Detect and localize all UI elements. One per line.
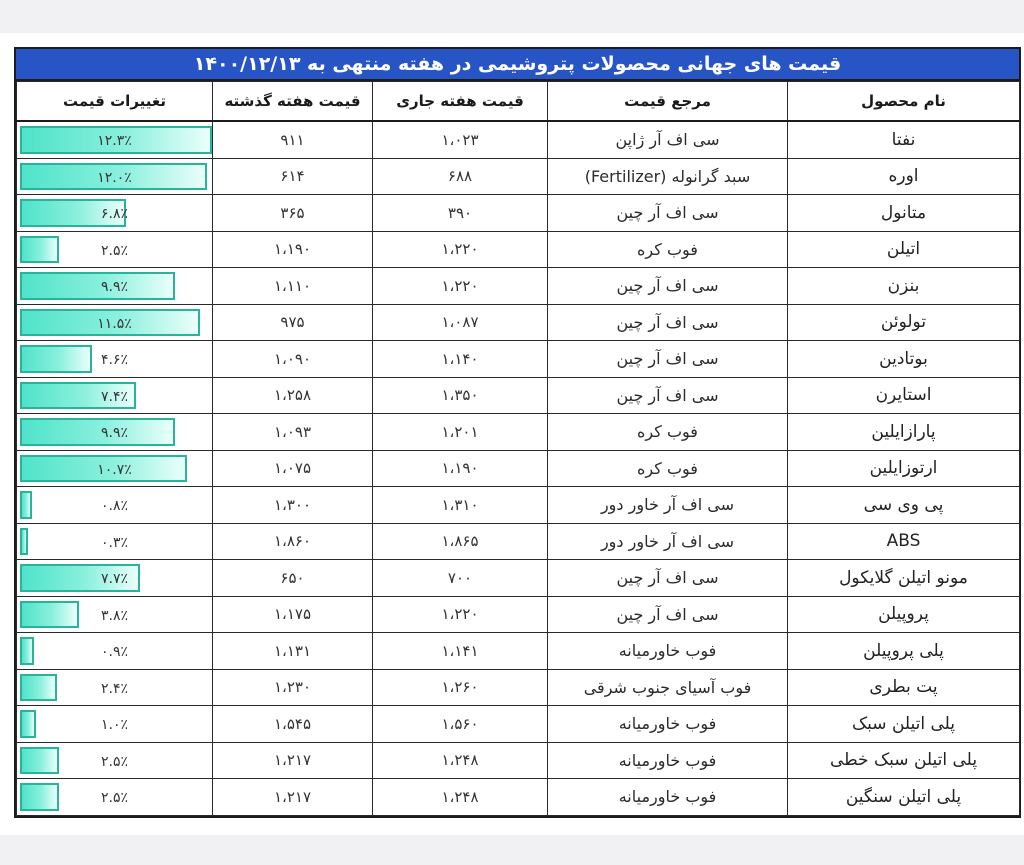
change-percent-label: ۹.۹٪ — [100, 425, 128, 442]
change-percent-label: ۷.۷٪ — [100, 571, 128, 588]
current-price-cell: ۱،۰۲۳ — [373, 121, 548, 158]
current-price-cell: ۱،۲۴۸ — [373, 779, 548, 816]
product-name-cell: پی وی سی — [788, 487, 1020, 524]
table-row — [17, 450, 1020, 487]
price-change-cell — [17, 304, 213, 341]
price-reference-cell: سی اف آر خاور دور — [548, 487, 788, 524]
change-percent-label: ۰.۸٪ — [100, 498, 128, 515]
price-change-cell — [17, 633, 213, 670]
table-row — [17, 304, 1020, 341]
change-data-bar — [20, 601, 79, 629]
previous-price-cell: ۹۷۵ — [213, 304, 373, 341]
change-percent-label: ۰.۹٪ — [100, 644, 128, 661]
price-change-cell — [17, 158, 213, 195]
change-data-bar — [20, 747, 59, 775]
previous-price-cell: ۱،۱۳۱ — [213, 633, 373, 670]
price-reference-cell: سی اف آر ژاپن — [548, 121, 788, 158]
current-price-cell: ۱،۲۴۸ — [373, 742, 548, 779]
price-reference-cell: فوب خاورمیانه — [548, 742, 788, 779]
product-name-cell: پلی اتیلن سبک خطی — [788, 742, 1020, 779]
previous-price-cell: ۱،۸۶۰ — [213, 523, 373, 560]
price-change-cell — [17, 268, 213, 305]
previous-price-cell: ۱،۲۳۰ — [213, 669, 373, 706]
table-row — [17, 596, 1020, 633]
header-price-reference: مرجع قیمت — [548, 82, 788, 122]
current-price-cell: ۱،۲۲۰ — [373, 231, 548, 268]
change-data-bar — [20, 710, 36, 738]
change-percent-label: ۹.۹٪ — [100, 279, 128, 296]
price-change-cell — [17, 669, 213, 706]
price-change-cell — [17, 523, 213, 560]
price-change-cell — [17, 560, 213, 597]
product-name-cell: بوتادین — [788, 341, 1020, 378]
price-table — [16, 81, 1020, 816]
product-name-cell: تولوئن — [788, 304, 1020, 341]
product-name-cell: پت بطری — [788, 669, 1020, 706]
table-row — [17, 633, 1020, 670]
product-name-cell: پلی پروپیلن — [788, 633, 1020, 670]
price-reference-cell: سی اف آر چین — [548, 341, 788, 378]
product-name-cell: متانول — [788, 195, 1020, 232]
table-row — [17, 341, 1020, 378]
price-reference-cell: فوب خاورمیانه — [548, 779, 788, 816]
current-price-cell: ۳۹۰ — [373, 195, 548, 232]
change-percent-label: ۱.۰٪ — [100, 717, 128, 734]
price-reference-cell: سی اف آر چین — [548, 195, 788, 232]
price-change-cell — [17, 450, 213, 487]
change-data-bar — [20, 674, 57, 702]
change-percent-label: ۲.۵٪ — [100, 242, 128, 259]
table-row — [17, 158, 1020, 195]
change-data-bar — [20, 783, 59, 811]
price-change-cell — [17, 706, 213, 743]
table-row — [17, 560, 1020, 597]
change-percent-label: ۲.۵٪ — [100, 790, 128, 807]
price-change-cell — [17, 596, 213, 633]
current-price-cell: ۱،۲۰۱ — [373, 414, 548, 451]
previous-price-cell: ۱،۱۱۰ — [213, 268, 373, 305]
previous-price-cell: ۶۱۴ — [213, 158, 373, 195]
table-row — [17, 268, 1020, 305]
change-percent-label: ۱۰.۷٪ — [97, 461, 132, 478]
current-price-cell: ۱،۱۹۰ — [373, 450, 548, 487]
change-data-bar — [20, 272, 175, 300]
current-price-cell: ۱،۸۶۵ — [373, 523, 548, 560]
change-percent-label: ۶.۸٪ — [100, 206, 128, 223]
table-title: قیمت های جهانی محصولات پتروشیمی در هفته منتهی به ۱۴۰۰/۱۲/۱۳ — [16, 49, 1019, 81]
previous-price-cell: ۱،۲۱۷ — [213, 742, 373, 779]
change-percent-label: ۷.۴٪ — [100, 388, 128, 405]
table-row — [17, 779, 1020, 816]
price-change-cell — [17, 487, 213, 524]
product-name-cell: پلی اتیلن سبک — [788, 706, 1020, 743]
price-reference-cell: فوب آسیای جنوب شرقی — [548, 669, 788, 706]
current-price-cell: ۱،۲۶۰ — [373, 669, 548, 706]
table-body — [17, 121, 1020, 815]
change-percent-label: ۴.۶٪ — [100, 352, 128, 369]
price-reference-cell: فوب خاورمیانه — [548, 633, 788, 670]
previous-price-cell: ۱،۵۴۵ — [213, 706, 373, 743]
change-percent-label: ۱۲.۳٪ — [97, 133, 132, 150]
change-data-bar — [20, 637, 34, 665]
header-price-change: تغییرات قیمت — [17, 82, 213, 122]
current-price-cell: ۶۸۸ — [373, 158, 548, 195]
price-reference-cell: فوب کره — [548, 414, 788, 451]
price-reference-cell: سی اف آر خاور دور — [548, 523, 788, 560]
price-reference-cell: فوب کره — [548, 231, 788, 268]
current-price-cell: ۱،۱۴۱ — [373, 633, 548, 670]
product-name-cell: اوره — [788, 158, 1020, 195]
change-percent-label: ۱۲.۰٪ — [97, 169, 132, 186]
price-change-cell — [17, 377, 213, 414]
current-price-cell: ۱،۱۴۰ — [373, 341, 548, 378]
current-price-cell: ۱،۲۲۰ — [373, 596, 548, 633]
previous-price-cell: ۶۵۰ — [213, 560, 373, 597]
product-name-cell: پروپیلن — [788, 596, 1020, 633]
price-change-cell — [17, 341, 213, 378]
header-product-name: نام محصول — [788, 82, 1020, 122]
table-row — [17, 523, 1020, 560]
product-name-cell: ABS — [788, 523, 1020, 560]
current-price-cell: ۱،۳۵۰ — [373, 377, 548, 414]
price-reference-cell: سی اف آر چین — [548, 304, 788, 341]
price-change-cell — [17, 121, 213, 158]
price-change-cell — [17, 414, 213, 451]
price-reference-cell: سی اف آر چین — [548, 560, 788, 597]
table-row — [17, 121, 1020, 158]
document-sheet — [0, 33, 1024, 835]
previous-price-cell: ۳۶۵ — [213, 195, 373, 232]
table-row — [17, 377, 1020, 414]
previous-price-cell: ۱،۰۹۰ — [213, 341, 373, 378]
table-row — [17, 487, 1020, 524]
change-percent-label: ۱۱.۵٪ — [97, 315, 132, 332]
previous-price-cell: ۱،۱۹۰ — [213, 231, 373, 268]
change-percent-label: ۲.۴٪ — [100, 680, 128, 697]
table-row — [17, 669, 1020, 706]
change-data-bar — [20, 528, 28, 556]
header-previous-week-price: قیمت هفته گذشته — [213, 82, 373, 122]
price-change-cell — [17, 195, 213, 232]
change-data-bar — [20, 345, 92, 373]
price-reference-cell: فوب کره — [548, 450, 788, 487]
price-reference-cell: سبد گرانوله (Fertilizer) — [548, 158, 788, 195]
change-percent-label: ۲.۵٪ — [100, 753, 128, 770]
price-reference-cell: سی اف آر چین — [548, 268, 788, 305]
previous-price-cell: ۱،۰۹۳ — [213, 414, 373, 451]
previous-price-cell: ۱،۳۰۰ — [213, 487, 373, 524]
current-price-cell: ۱،۲۲۰ — [373, 268, 548, 305]
product-name-cell: استایرن — [788, 377, 1020, 414]
table-row — [17, 742, 1020, 779]
change-percent-label: ۳.۸٪ — [100, 607, 128, 624]
price-reference-cell: سی اف آر چین — [548, 377, 788, 414]
header-current-week-price: قیمت هفته جاری — [373, 82, 548, 122]
product-name-cell: مونو اتیلن گلایکول — [788, 560, 1020, 597]
previous-price-cell: ۱،۱۷۵ — [213, 596, 373, 633]
table-row — [17, 195, 1020, 232]
price-change-cell — [17, 779, 213, 816]
product-name-cell: پلی اتیلن سنگین — [788, 779, 1020, 816]
previous-price-cell: ۱،۰۷۵ — [213, 450, 373, 487]
table-row — [17, 231, 1020, 268]
change-data-bar — [20, 236, 59, 264]
current-price-cell: ۷۰۰ — [373, 560, 548, 597]
current-price-cell: ۱،۵۶۰ — [373, 706, 548, 743]
table-row — [17, 414, 1020, 451]
price-change-cell — [17, 742, 213, 779]
price-reference-cell: فوب خاورمیانه — [548, 706, 788, 743]
price-change-cell — [17, 231, 213, 268]
product-name-cell: ارتوزایلین — [788, 450, 1020, 487]
change-data-bar — [20, 491, 32, 519]
table-row — [17, 706, 1020, 743]
previous-price-cell: ۱،۲۵۸ — [213, 377, 373, 414]
product-name-cell: پارازایلین — [788, 414, 1020, 451]
current-price-cell: ۱،۰۸۷ — [373, 304, 548, 341]
price-reference-cell: سی اف آر چین — [548, 596, 788, 633]
change-data-bar — [20, 418, 175, 446]
change-percent-label: ۰.۳٪ — [100, 534, 128, 551]
previous-price-cell: ۱،۲۱۷ — [213, 779, 373, 816]
price-table-container — [14, 47, 1021, 818]
previous-price-cell: ۹۱۱ — [213, 121, 373, 158]
product-name-cell: اتیلن — [788, 231, 1020, 268]
current-price-cell: ۱،۳۱۰ — [373, 487, 548, 524]
product-name-cell: بنزن — [788, 268, 1020, 305]
product-name-cell: نفتا — [788, 121, 1020, 158]
header-row — [17, 82, 1020, 122]
